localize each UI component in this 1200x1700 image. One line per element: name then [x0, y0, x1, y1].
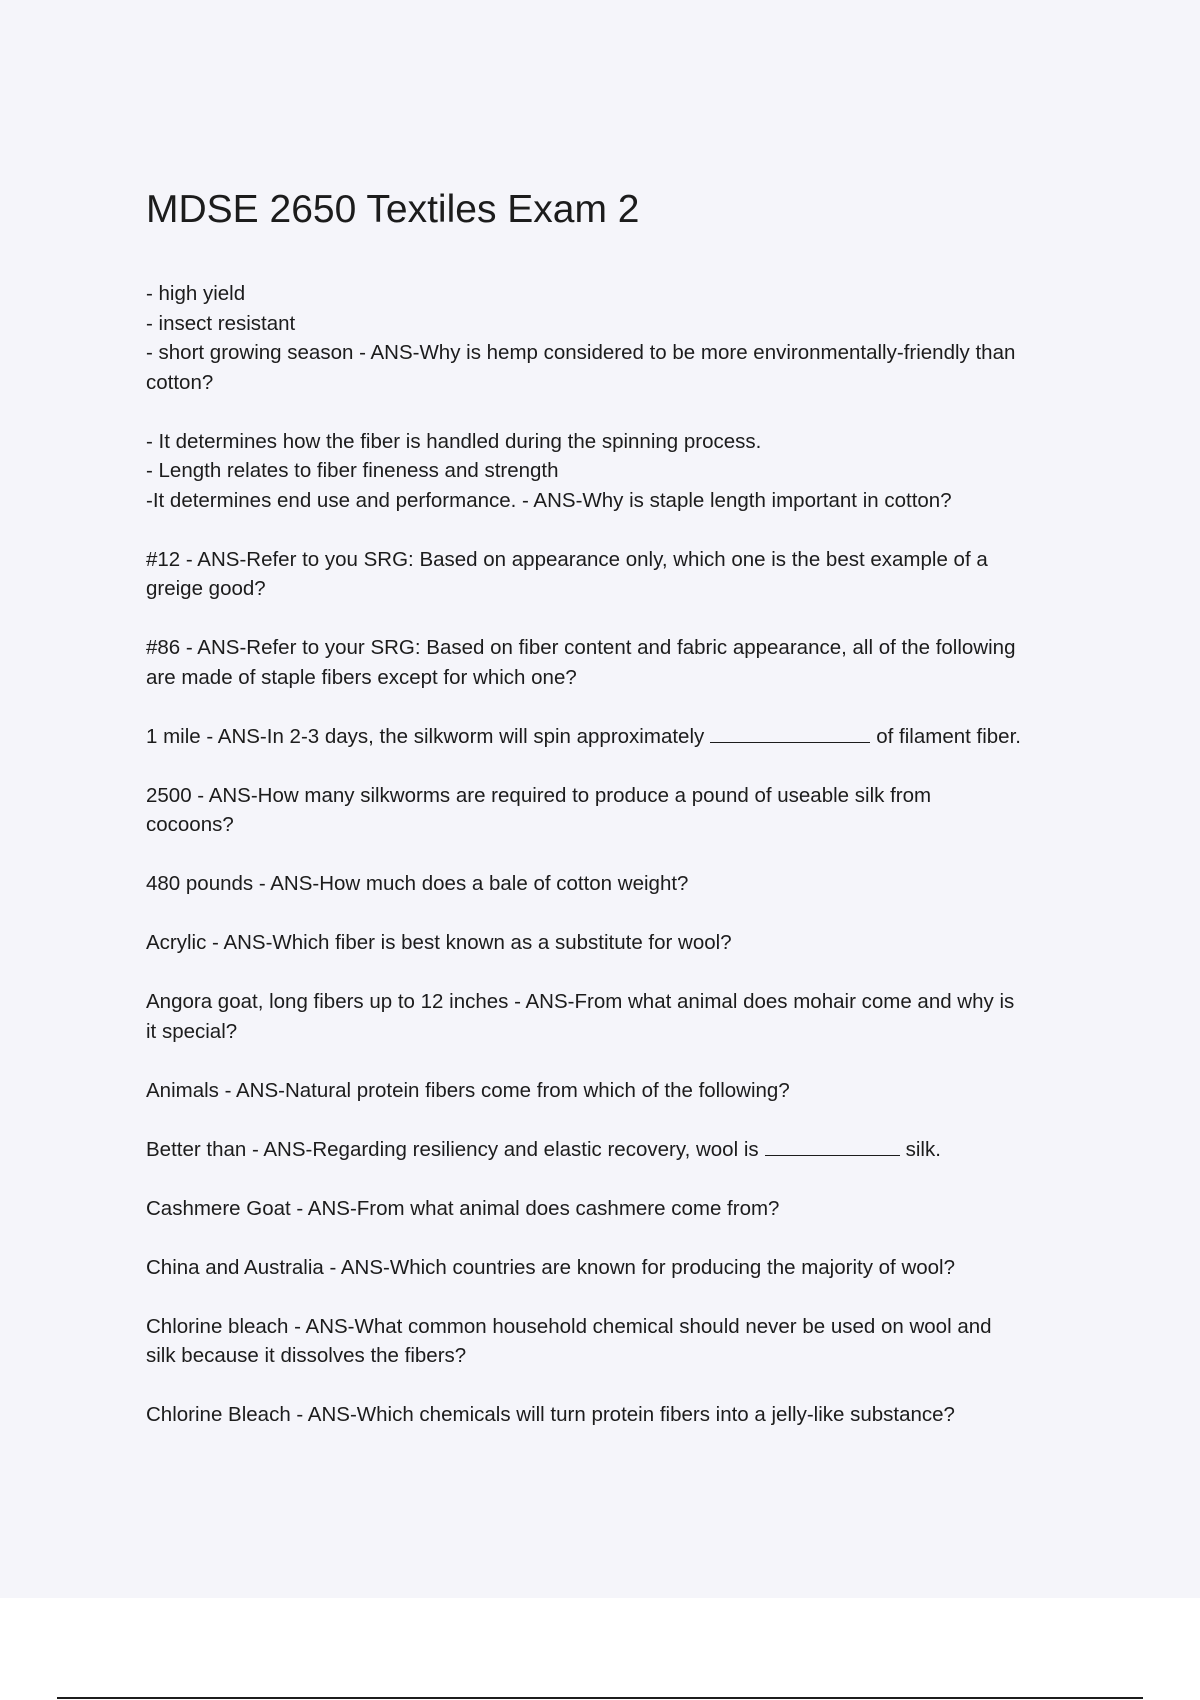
entry-line: silk because it dissolves the fibers?: [146, 1344, 467, 1367]
entry-line: - short growing season - ANS-Why is hemp considered to be more environmentally-friendly than: [146, 341, 1016, 364]
qa-entry: [146, 633, 1096, 692]
entry-line: [146, 1135, 1096, 1165]
entry-line: [146, 722, 1096, 752]
fill-in-blank: [710, 724, 870, 743]
entry-line: Angora goat, long fibers up to 12 inches - ANS-From what animal does mohair come and why is: [146, 990, 1015, 1013]
fill-in-blank: [765, 1137, 900, 1156]
entry-line: - It determines how the fiber is handled during the spinning process.: [146, 429, 762, 453]
qa-entry: [146, 1312, 1096, 1371]
entry-text: silk.: [905, 1137, 941, 1161]
entry-line: China and Australia - ANS-Which countries are known for producing the majority of wool?: [146, 1255, 956, 1279]
qa-entry: [146, 1135, 1096, 1165]
qa-entry: [146, 1076, 1096, 1106]
qa-entry: [146, 545, 1096, 604]
qa-entry: [146, 1253, 1096, 1283]
document-title: MDSE 2650 Textiles Exam 2: [146, 188, 640, 231]
entry-line: Chlorine bleach - ANS-What common household chemical should never be used on wool and: [146, 1314, 992, 1338]
entry-line: are made of staple fibers except for which one?: [146, 665, 577, 689]
entry-line: - high yield: [146, 282, 246, 305]
entry-line: greige good?: [146, 577, 266, 600]
entry-line: Cashmere Goat - ANS-From what animal does cashmere come from?: [146, 1196, 780, 1220]
entry-line: Chlorine Bleach - ANS-Which chemicals will turn protein fibers into a jelly-like substance?: [146, 1403, 955, 1426]
qa-entry: [146, 987, 1096, 1046]
qa-list: [146, 279, 1096, 1459]
qa-entry: [146, 928, 1096, 958]
entry-text: of filament fiber.: [876, 724, 1021, 748]
entry-line: -It determines end use and performance. - ANS-Why is staple length important in cotton?: [146, 488, 952, 512]
entry-line: - Length relates to fiber fineness and strength: [146, 459, 559, 482]
qa-entry: [146, 722, 1096, 752]
entry-line: 480 pounds - ANS-How much does a bale of cotton weight?: [146, 872, 689, 895]
entry-line: cocoons?: [146, 813, 234, 836]
footer-divider: [57, 1697, 1143, 1699]
entry-text: Better than - ANS-Regarding resiliency and elastic recovery, wool is: [146, 1137, 759, 1161]
entry-line: #86 - ANS-Refer to your SRG: Based on fiber content and fabric appearance, all of the following: [146, 636, 1016, 659]
qa-entry: [146, 279, 1096, 397]
entry-line: Animals - ANS-Natural protein fibers come from which of the following?: [146, 1078, 790, 1102]
entry-line: cotton?: [146, 370, 214, 394]
qa-entry: [146, 427, 1096, 516]
qa-entry: [146, 869, 1096, 899]
entry-line: it special?: [146, 1019, 238, 1043]
entry-line: - insect resistant: [146, 311, 296, 335]
entry-line: 2500 - ANS-How many silkworms are required to produce a pound of useable silk from: [146, 783, 932, 807]
entry-line: #12 - ANS-Refer to you SRG: Based on appearance only, which one is the best example of a: [146, 547, 988, 571]
qa-entry: [146, 1400, 1096, 1430]
qa-entry: [146, 1194, 1096, 1224]
entry-line: Acrylic - ANS-Which fiber is best known as a substitute for wool?: [146, 931, 732, 954]
entry-text: 1 mile - ANS-In 2-3 days, the silkworm will spin approximately: [146, 724, 705, 748]
qa-entry: [146, 781, 1096, 840]
